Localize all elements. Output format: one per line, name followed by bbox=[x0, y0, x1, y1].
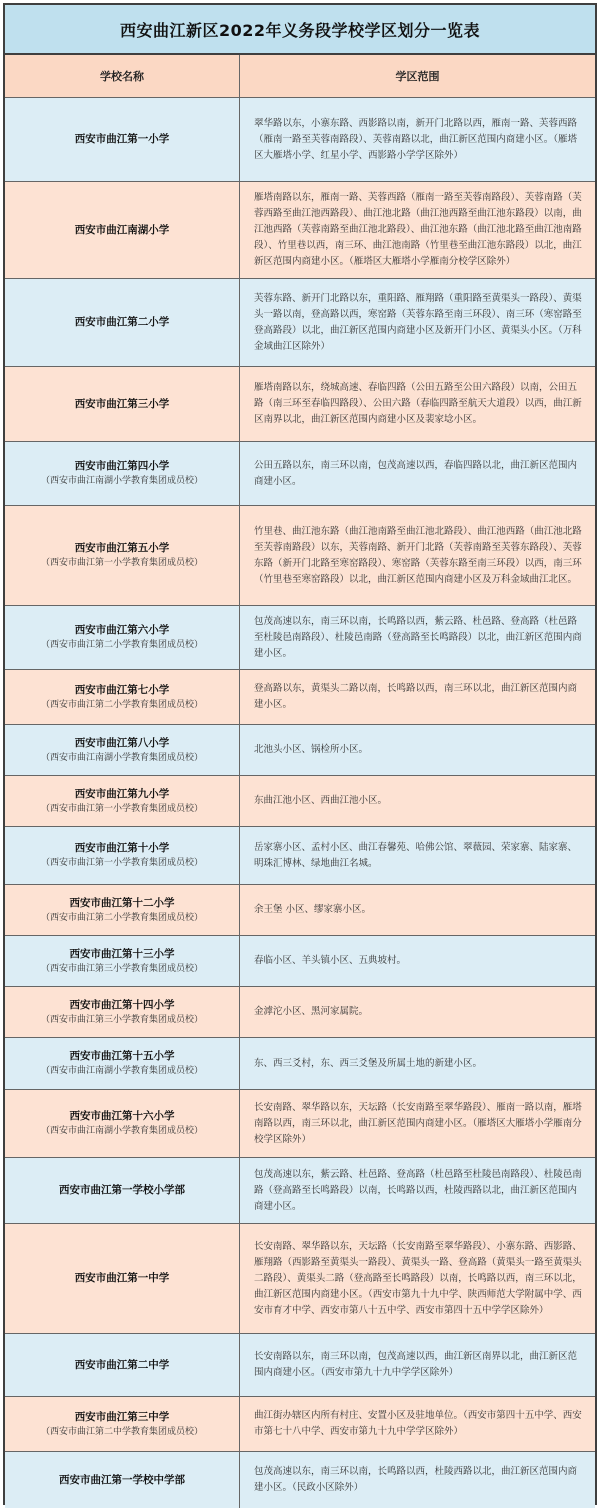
table-row bbox=[5, 885, 595, 936]
school-cell bbox=[5, 442, 240, 505]
district-range: 雁塔南路以东，绕城高速、春临四路（公田五路至公田六路段）以南，公田五路（南三环至春临四路段）、公田六路（春临四路至航天大道段）以西，曲江新区南界以北，曲江新区范围内商建小区及裴家埝小区。 bbox=[254, 382, 582, 425]
school-cell bbox=[5, 182, 240, 278]
school-group: （西安市曲江第二中学教育集团成员校） bbox=[40, 1426, 203, 1437]
district-range: 长安南路、翠华路以东，天坛路（长安南路至翠华路段）、小寨东路、西影路、雁翔路（西影路至黄渠头一路段）、黄渠头一路、登高路（黄渠头一路至黄渠头二路段）、黄渠头二路（登高路至长鸣路段）以南，长鸣路以西，南三环以北，曲江新区范围内商建小区。（西安市第九十九中学、陕西师范大学附属中学、西安市育才中学、西安市第八十五中学、西安市第四十五中学学区除外） bbox=[254, 1240, 582, 1316]
table-body bbox=[5, 98, 595, 1508]
school-name: 西安市曲江第六小学 bbox=[74, 624, 170, 636]
table-row bbox=[5, 1334, 595, 1397]
school-name: 西安市曲江第一小学 bbox=[74, 133, 170, 145]
district-range: 竹里巷、曲江池东路（曲江池南路至曲江池北路段）、曲江池西路（曲江池北路至芙蓉南路段）以东，芙蓉南路、新开门北路（芙蓉南路至芙蓉东路段）、芙蓉东路（新开门北路至寒窑路段）、寒窑路（芙蓉东路至南三环段）以西，南三环（竹里巷至寒窑路段）以北，曲江新区范围内商建小区及万科金域曲江北区。 bbox=[254, 525, 582, 585]
district-range: 雁塔南路以东，雁南一路、芙蓉西路（雁南一路至芙蓉南路段）、芙蓉南路（芙蓉西路至曲江池西路段）、曲江池北路（曲江池西路至曲江池东路段）以南，曲江池西路（芙蓉南路至曲江池北路段）、曲江池东路（曲江池北路至曲江池南路段）、竹里巷以西，南三环、曲江池南路（竹里巷至曲江池东路段）以北，曲江新区范围内商建小区。（雁塔区大雁塔小学雁南分校学区除外） bbox=[254, 192, 582, 267]
table-row bbox=[5, 670, 595, 725]
school-cell bbox=[5, 367, 240, 441]
district-range: 登高路以东，黄渠头二路以南，长鸣路以西，南三环以北，曲江新区范围内商建小区。 bbox=[254, 683, 578, 710]
table-row bbox=[5, 725, 595, 776]
district-range: 曲江街办辖区内所有村庄、安置小区及驻地单位。（西安市第四十五中学、西安市第七十八中学、西安市第九十九中学学区除外） bbox=[254, 1410, 582, 1437]
school-name: 西安市曲江第一学校中学部 bbox=[59, 1473, 185, 1486]
table-row bbox=[5, 1038, 595, 1090]
district-range: 东、西三爻村，东、西三爻堡及所属土地的新建小区。 bbox=[254, 1057, 483, 1069]
table-row bbox=[5, 367, 595, 442]
school-group: （西安市曲江第二小学教育集团成员校） bbox=[40, 699, 203, 710]
school-name: 西安市曲江第五小学 bbox=[74, 542, 170, 554]
school-name: 西安市曲江第四小学 bbox=[74, 460, 170, 472]
district-range: 包茂高速以东，南三环以南，长鸣路以西，紫云路、杜邑路、登高路（杜邑路至杜陵邑南路段）、杜陵邑南路（登高路至长鸣路段）以北，曲江新区范围内商建小区。 bbox=[254, 615, 582, 659]
school-cell bbox=[5, 1452, 240, 1508]
school-name: 西安市曲江第十五小学 bbox=[69, 1050, 175, 1062]
school-group: （西安市曲江第一小学教育集团成员校） bbox=[40, 803, 203, 814]
school-cell bbox=[5, 1224, 240, 1333]
school-name: 西安市曲江第十四小学 bbox=[69, 998, 175, 1011]
school-name: 西安市曲江第三小学 bbox=[74, 397, 170, 410]
school-cell bbox=[5, 885, 240, 935]
school-group: （西安市曲江第二小学教育集团成员校） bbox=[40, 912, 203, 923]
school-name: 西安市曲江南湖小学 bbox=[74, 223, 170, 236]
school-group: （西安市曲江南湖小学教育集团成员校） bbox=[40, 1066, 203, 1076]
table-row bbox=[5, 606, 595, 670]
district-range: 包茂高速以东，南三环以南，长鸣路以西，杜陵西路以北，曲江新区范围内商建小区。（民政小区除外） bbox=[254, 1466, 578, 1493]
school-group: （西安市曲江第三小学教育集团成员校） bbox=[40, 963, 203, 974]
district-range: 东曲江池小区、西曲江池小区。 bbox=[254, 795, 388, 806]
district-range: 翠华路以东，小寨东路、西影路以南，新开门北路以西，雁南一路、芙蓉西路（雁南一路至芙蓉南路段）、芙蓉南路以北，曲江新区范围内商建小区。（雁塔区大雁塔小学、红星小学、西影路小学学区除外） bbox=[254, 117, 578, 161]
table-header bbox=[5, 55, 595, 98]
table-row bbox=[5, 776, 595, 827]
column-header-school: 学校名称 bbox=[5, 55, 240, 97]
school-name: 西安市曲江第七小学 bbox=[74, 683, 170, 696]
school-name: 西安市曲江第一中学 bbox=[74, 1272, 170, 1284]
table-row bbox=[5, 1158, 595, 1224]
district-range: 芙蓉东路、新开门北路以东，重阳路、雁翔路（重阳路至黄渠头一路段）、黄渠头一路以南，登高路以西，寒窑路（芙蓉东路至南三环段）、南三环（寒窑路至登高路段）以北，曲江新区范围内商建小区及新开门小区、黄渠头小区。（万科金域曲江区除外） bbox=[254, 292, 582, 352]
school-cell bbox=[5, 936, 240, 986]
table-row bbox=[5, 279, 595, 367]
school-name: 西安市曲江第十六小学 bbox=[69, 1110, 175, 1122]
school-cell bbox=[5, 279, 240, 366]
table-row bbox=[5, 98, 595, 182]
table-row bbox=[5, 827, 595, 885]
school-name: 西安市曲江第九小学 bbox=[74, 787, 170, 800]
page-title: 西安曲江新区2022年义务段学校学区划分一览表 bbox=[5, 5, 595, 55]
school-cell bbox=[5, 827, 240, 884]
school-name: 西安市曲江第八小学 bbox=[74, 736, 170, 749]
school-cell bbox=[5, 1038, 240, 1089]
table-row bbox=[5, 506, 595, 606]
school-name: 西安市曲江第十小学 bbox=[74, 842, 170, 854]
table-row bbox=[5, 987, 595, 1038]
school-cell bbox=[5, 987, 240, 1037]
district-table bbox=[3, 3, 597, 1505]
table-row bbox=[5, 182, 595, 279]
school-cell bbox=[5, 606, 240, 669]
school-name: 西安市曲江第一学校小学部 bbox=[59, 1184, 185, 1196]
school-cell bbox=[5, 670, 240, 724]
school-group: （西安市曲江南湖小学教育集团成员校） bbox=[40, 1126, 203, 1136]
school-cell bbox=[5, 1334, 240, 1396]
school-cell bbox=[5, 98, 240, 181]
district-range: 岳家寨小区、孟村小区、曲江春馨苑、哈佛公馆、翠薇园、荣家寨、陆家寨、明珠汇博林、绿地曲江名城。 bbox=[254, 841, 578, 869]
school-group: （西安市曲江南湖小学教育集团成员校） bbox=[40, 752, 203, 763]
district-range: 长安南路以东，南三环以南，包茂高速以西，曲江新区南界以北，曲江新区范围内商建小区。（西安市第九十九中学学区除外） bbox=[254, 1351, 578, 1378]
school-name: 西安市曲江第二小学 bbox=[74, 316, 170, 328]
school-cell bbox=[5, 725, 240, 775]
table-row bbox=[5, 1090, 595, 1158]
table-row bbox=[5, 936, 595, 987]
table-row bbox=[5, 1224, 595, 1334]
school-cell bbox=[5, 1090, 240, 1157]
school-group: （西安市曲江第三小学教育集团成员校） bbox=[40, 1014, 203, 1025]
school-group: （西安市曲江第一小学教育集团成员校） bbox=[40, 858, 203, 868]
district-range: 金滹沱小区、黑河家属院。 bbox=[254, 1006, 369, 1017]
school-group: （西安市曲江第二小学教育集团成员校） bbox=[40, 640, 203, 650]
table-row bbox=[5, 1452, 595, 1508]
table-row bbox=[5, 1397, 595, 1452]
school-group: （西安市曲江第一小学教育集团成员校） bbox=[40, 558, 203, 568]
school-cell bbox=[5, 776, 240, 826]
column-header-range: 学区范围 bbox=[395, 70, 440, 83]
district-range: 北池头小区、锅检所小区。 bbox=[254, 744, 369, 755]
district-range: 包茂高速以东，紫云路、杜邑路、登高路（杜邑路至杜陵邑南路段）、杜陵邑南路（登高路至长鸣路段）以南，长鸣路以西，杜陵西路以北，曲江新区范围内商建小区。 bbox=[254, 1168, 582, 1212]
school-group: （西安市曲江南湖小学教育集团成员校） bbox=[40, 476, 203, 486]
district-range: 春临小区、羊头镇小区、五典坡村。 bbox=[254, 955, 407, 966]
district-range: 公田五路以东，南三环以南，包茂高速以西，春临四路以北，曲江新区范围内商建小区。 bbox=[254, 459, 578, 487]
district-range: 余王堡 小区、缪家寨小区。 bbox=[254, 904, 372, 915]
table-row bbox=[5, 442, 595, 506]
school-name: 西安市曲江第十二小学 bbox=[69, 896, 175, 909]
school-name: 西安市曲江第二中学 bbox=[74, 1358, 170, 1371]
school-cell bbox=[5, 506, 240, 605]
school-cell bbox=[5, 1158, 240, 1223]
school-cell bbox=[5, 1397, 240, 1451]
school-name: 西安市曲江第三中学 bbox=[74, 1410, 170, 1423]
school-name: 西安市曲江第十三小学 bbox=[69, 947, 175, 960]
district-range: 长安南路、翠华路以东，天坛路（长安南路至翠华路段）、雁南一路以南，雁塔南路以西，南三环以北，曲江新区范围内商建小区。（雁塔区大雁塔小学雁南分校学区除外） bbox=[254, 1101, 582, 1145]
